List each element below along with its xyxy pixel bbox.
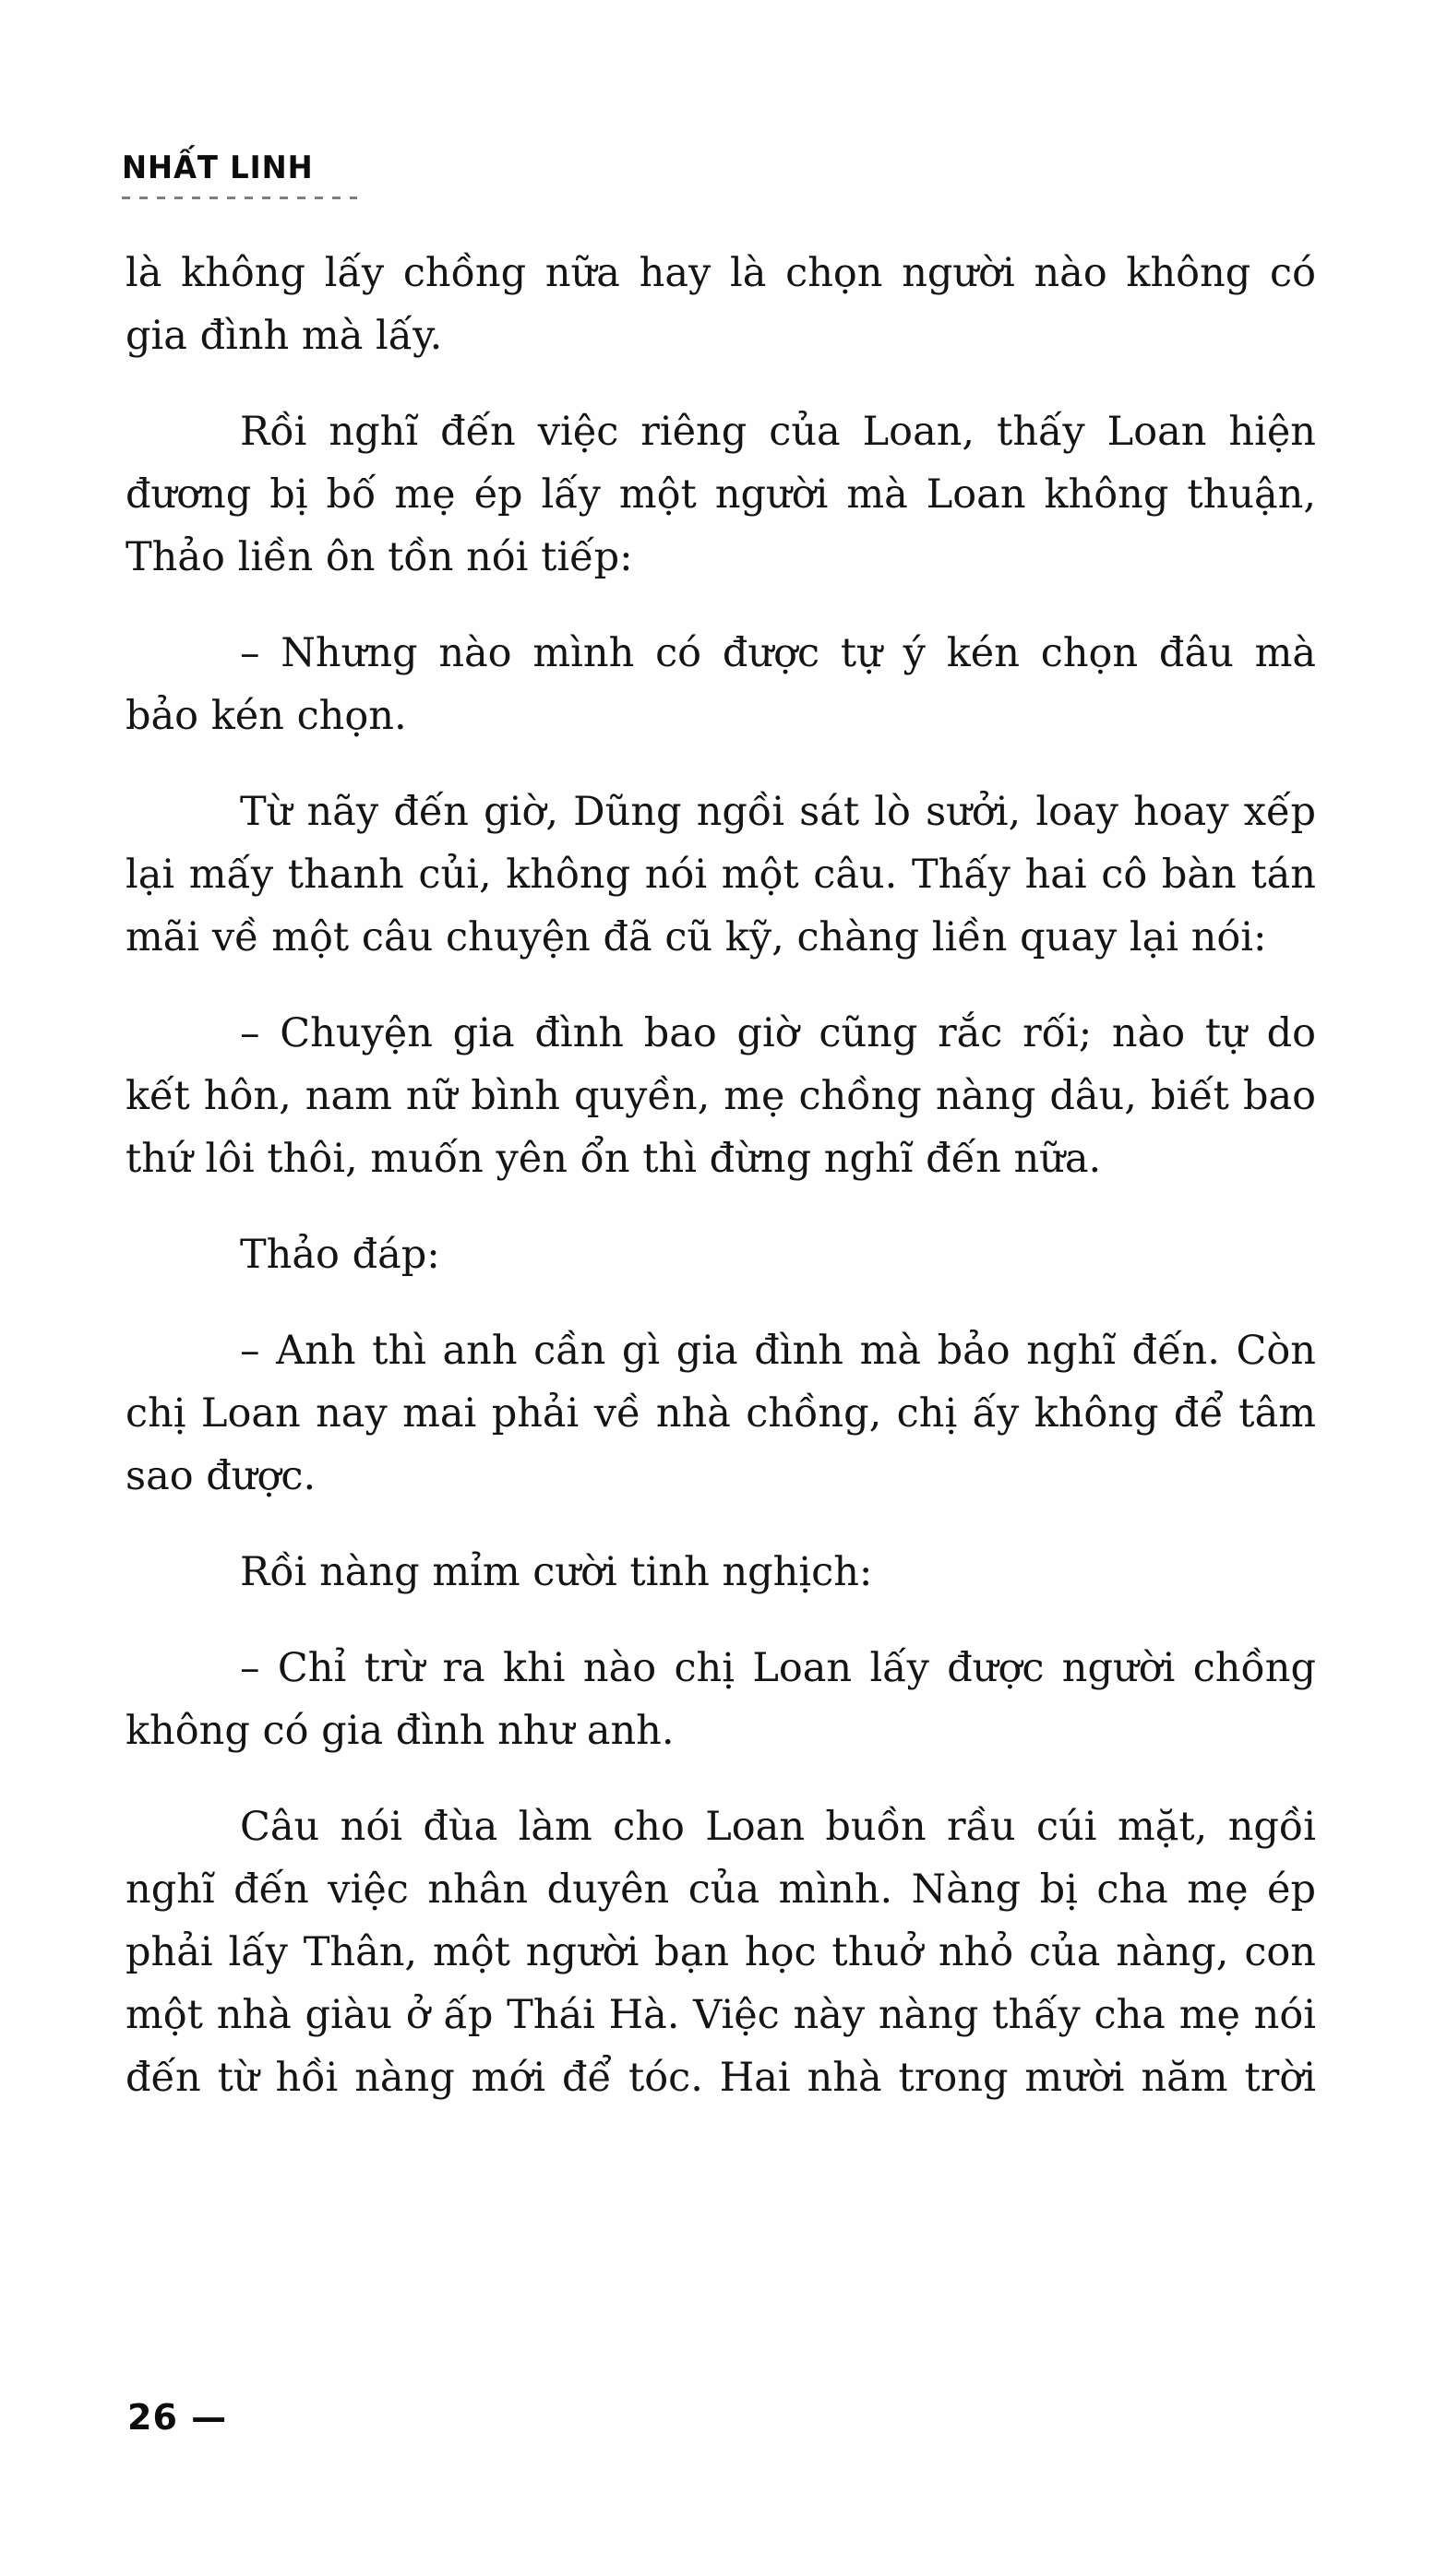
dialogue-paragraph	[126, 1319, 1316, 1508]
text-line: là không lấy chồng nữa hay là chọn người nào không có	[126, 250, 1316, 296]
text-line: – Chỉ trừ ra khi nào chị Loan lấy được người chồng	[240, 1645, 1316, 1691]
text-line: gia đình mà lấy.	[126, 313, 443, 359]
text-line: mãi về một câu chuyện đã cũ kỹ, chàng liền quay lại nói:	[126, 914, 1267, 960]
text-line: thứ lôi thôi, muốn yên ổn thì đừng nghĩ đến nữa.	[126, 1136, 1102, 1182]
text-line: Câu nói đùa làm cho Loan buồn rầu cúi mặt, ngồi	[240, 1804, 1316, 1850]
paragraph	[126, 1223, 1316, 1286]
page-number: 26 —	[127, 2397, 228, 2438]
paragraph	[126, 781, 1316, 969]
author-name: NHẤT LINH	[122, 149, 314, 186]
text-line: kết hôn, nam nữ bình quyền, mẹ chồng nàng dâu, biết bao	[126, 1073, 1316, 1119]
paragraph	[126, 1541, 1316, 1604]
text-line: đến từ hồi nàng mới để tóc. Hai nhà trong mười năm trời	[126, 2055, 1316, 2101]
text-line: – Chuyện gia đình bao giờ cũng rắc rối; nào tự do	[240, 1010, 1316, 1056]
text-line: lại mấy thanh củi, không nói một câu. Thấy hai cô bàn tán	[126, 852, 1316, 898]
text-line: nghĩ đến việc nhân duyên của mình. Nàng bị cha mẹ ép	[126, 1866, 1316, 1913]
text-line: đương bị bố mẹ ép lấy một người mà Loan không thuận,	[126, 471, 1316, 518]
text-line: Rồi nàng mỉm cười tinh nghịch:	[240, 1549, 873, 1595]
dialogue-paragraph	[126, 622, 1316, 747]
text-line: – Nhưng nào mình có được tự ý kén chọn đâu mà	[240, 630, 1316, 676]
header-dotted-rule	[122, 197, 357, 199]
text-line: không có gia đình như anh.	[126, 1708, 675, 1754]
text-line: bảo kén chọn.	[126, 693, 407, 739]
text-line: Từ nãy đến giờ, Dũng ngồi sát lò sưởi, loay hoay xếp	[240, 789, 1316, 835]
paragraph	[126, 242, 1316, 367]
running-header	[122, 149, 357, 199]
text-line: Thảo đáp:	[240, 1232, 440, 1278]
text-line: phải lấy Thân, một người bạn học thuở nhỏ của nàng, con	[126, 1929, 1316, 1975]
text-line: Rồi nghĩ đến việc riêng của Loan, thấy Loan hiện	[240, 409, 1316, 455]
dialogue-paragraph	[126, 1002, 1316, 1190]
body-text	[126, 242, 1316, 2142]
paragraph	[126, 1795, 1316, 2109]
text-line: sao được.	[126, 1453, 317, 1499]
text-line: – Anh thì anh cần gì gia đình mà bảo nghĩ đến. Còn	[240, 1328, 1316, 1374]
text-line: Thảo liền ôn tồn nói tiếp:	[126, 534, 633, 580]
text-line: chị Loan nay mai phải về nhà chồng, chị ấy không để tâm	[126, 1390, 1316, 1437]
text-line: một nhà giàu ở ấp Thái Hà. Việc này nàng thấy cha mẹ nói	[126, 1992, 1316, 2038]
dialogue-paragraph	[126, 1637, 1316, 1762]
paragraph	[126, 400, 1316, 589]
